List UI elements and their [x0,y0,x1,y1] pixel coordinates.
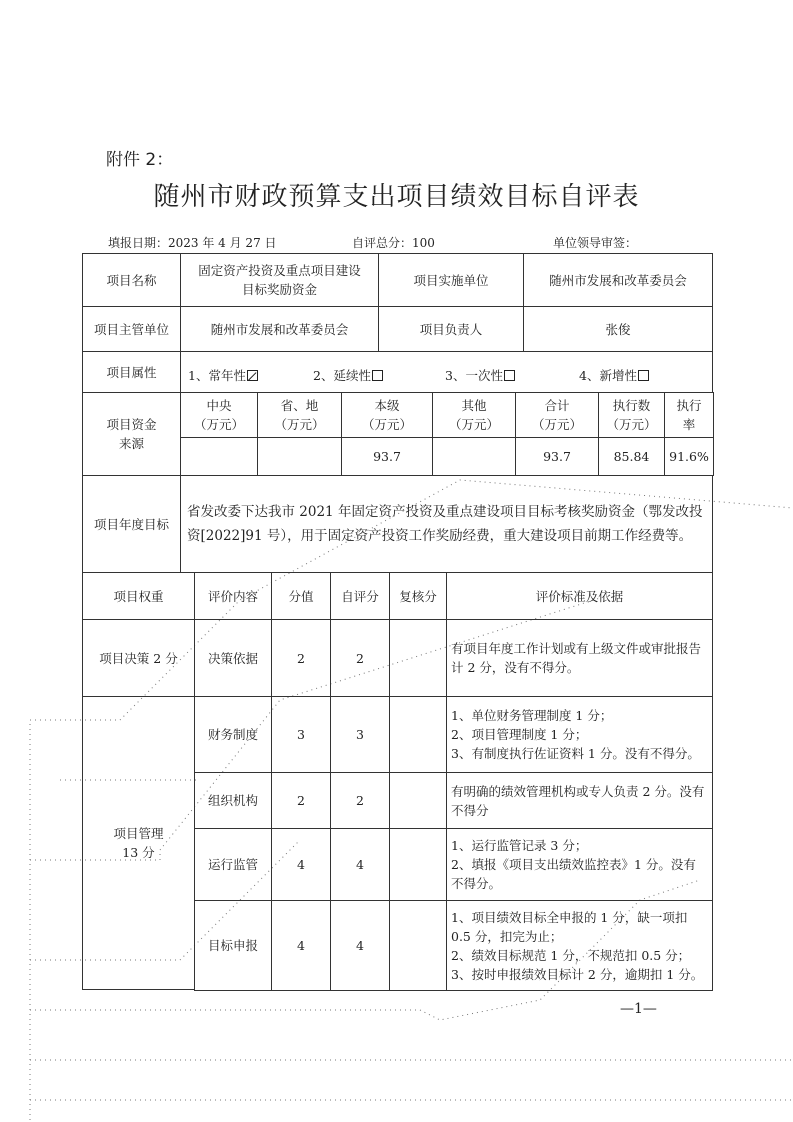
criteria-line: 3、按时申报绩效目标计 2 分，逾期扣 1 分。 [451,966,704,982]
funds-value: 91.6% [664,437,714,476]
total-score: 自评总分：100 [352,236,435,250]
mgmt-self: 4 [330,900,390,991]
criteria-line: 有项目年度工作计划或有上级文件或审批报告计 2 分，没有不得分。 [451,641,702,675]
mgmt-review [389,696,447,773]
attr-2: 2、延续性 [313,366,383,384]
mgmt-review [389,828,447,901]
mgmt-criteria [446,696,713,773]
decision-content: 决策依据 [194,619,272,697]
eval-header-self: 自评分 [330,572,390,620]
mgmt-score: 2 [271,772,331,829]
decision-review [389,619,447,697]
eval-header-criteria: 评价标准及依据 [446,572,713,620]
manager-unit-value: 随州市发展和改革委员会 [180,306,379,352]
decision-criteria [446,619,713,697]
criteria-line: 1、单位财务管理制度 1 分； [451,708,613,723]
eval-header-score: 分值 [271,572,331,620]
mgmt-score: 3 [271,696,331,773]
mgmt-review [389,900,447,991]
mgmt-self: 3 [330,696,390,773]
funds-column-header: 本级 （万元） [341,392,433,438]
criteria-line: 1、项目绩效目标全申报的 1 分，缺一项扣 0.5 分，扣完为止； [451,909,688,944]
empty-box-icon [504,370,515,381]
impl-unit-value: 随州市发展和改革委员会 [523,253,713,307]
attr-3: 3、一次性 [445,366,515,384]
mgmt-content: 运行监管 [194,828,272,901]
mgmt-self: 2 [330,772,390,829]
goal-label: 项目年度目标 [82,475,181,573]
eval-header-review: 复核分 [389,572,447,620]
funds-column-header: 省、地 （万元） [257,392,342,438]
management-weight: 项目管理 13 分 [82,696,195,990]
empty-box-icon [372,370,383,381]
leader-label: 项目负责人 [378,306,524,352]
impl-unit-label: 项目实施单位 [378,253,524,307]
funds-value [432,437,516,476]
criteria-line: 2、绩效目标规范 1 分，不规范扣 0.5 分； [451,947,691,963]
mgmt-content: 组织机构 [194,772,272,829]
funds-value [180,437,258,476]
mgmt-criteria [446,772,713,829]
mgmt-score: 4 [271,828,331,901]
leader-value: 张俊 [523,306,713,352]
fill-date: 填报日期：2023 年 4 月 27 日 [108,236,277,250]
goal-text: 省发改委下达我市 2021 年固定资产投资及重点建设项目目标考核奖励资金（鄂发改投资[2022]91 号），用于固定资产投资工作奖励经费，重大建设项目前期工作经费等。 [180,475,713,573]
checked-box-icon [247,370,258,381]
criteria-line: 1、运行监管记录 3 分； [451,838,588,853]
decision-score: 2 [271,619,331,697]
decision-self: 2 [330,619,390,697]
project-name-value: 固定资产投资及重点项目建设目标奖励资金 [180,253,379,307]
criteria-line: 2、填报《项目支出绩效监控表》1 分。没有不得分。 [451,857,696,891]
funds-column-header: 执行数 （万元） [598,392,665,438]
mgmt-review [389,772,447,829]
mgmt-score: 4 [271,900,331,991]
funds-column-header: 其他 （万元） [432,392,516,438]
criteria-line: 3、有制度执行佐证资料 1 分。没有不得分。 [451,746,700,761]
funds-column-header: 中央 （万元） [180,392,258,438]
eval-header-content: 评价内容 [194,572,272,620]
funds-value: 85.84 [598,437,665,476]
criteria-line: 2、项目管理制度 1 分； [451,727,588,742]
attr-4: 4、新增性 [579,366,649,384]
funds-label: 项目资金来源 [82,392,181,476]
funds-value: 93.7 [515,437,599,476]
mgmt-criteria [446,900,713,991]
mgmt-content: 财务制度 [194,696,272,773]
funds-column-header: 合计 （万元） [515,392,599,438]
mgmt-self: 4 [330,828,390,901]
leader-sign: 单位领导审签： [553,236,638,250]
page-number: —1— [620,1001,657,1017]
attr-1: 1、常年性 [188,366,258,384]
mgmt-content: 目标申报 [194,900,272,991]
manager-unit-label: 项目主管单位 [82,306,181,352]
decision-weight: 项目决策 2 分 [82,619,195,697]
criteria-line: 有明确的绩效管理机构或专人负责 2 分。没有不得分 [451,783,705,818]
empty-box-icon [638,370,649,381]
project-name-label: 项目名称 [82,253,181,307]
funds-value: 93.7 [341,437,433,476]
eval-header-weight: 项目权重 [82,572,195,620]
mgmt-criteria [446,828,713,901]
page-title: 随州市财政预算支出项目绩效目标自评表 [153,182,640,212]
attr-label: 项目属性 [82,351,181,393]
attachment-label: 附件 2： [106,150,174,170]
funds-column-header: 执行 率 [664,392,714,438]
funds-value [257,437,342,476]
